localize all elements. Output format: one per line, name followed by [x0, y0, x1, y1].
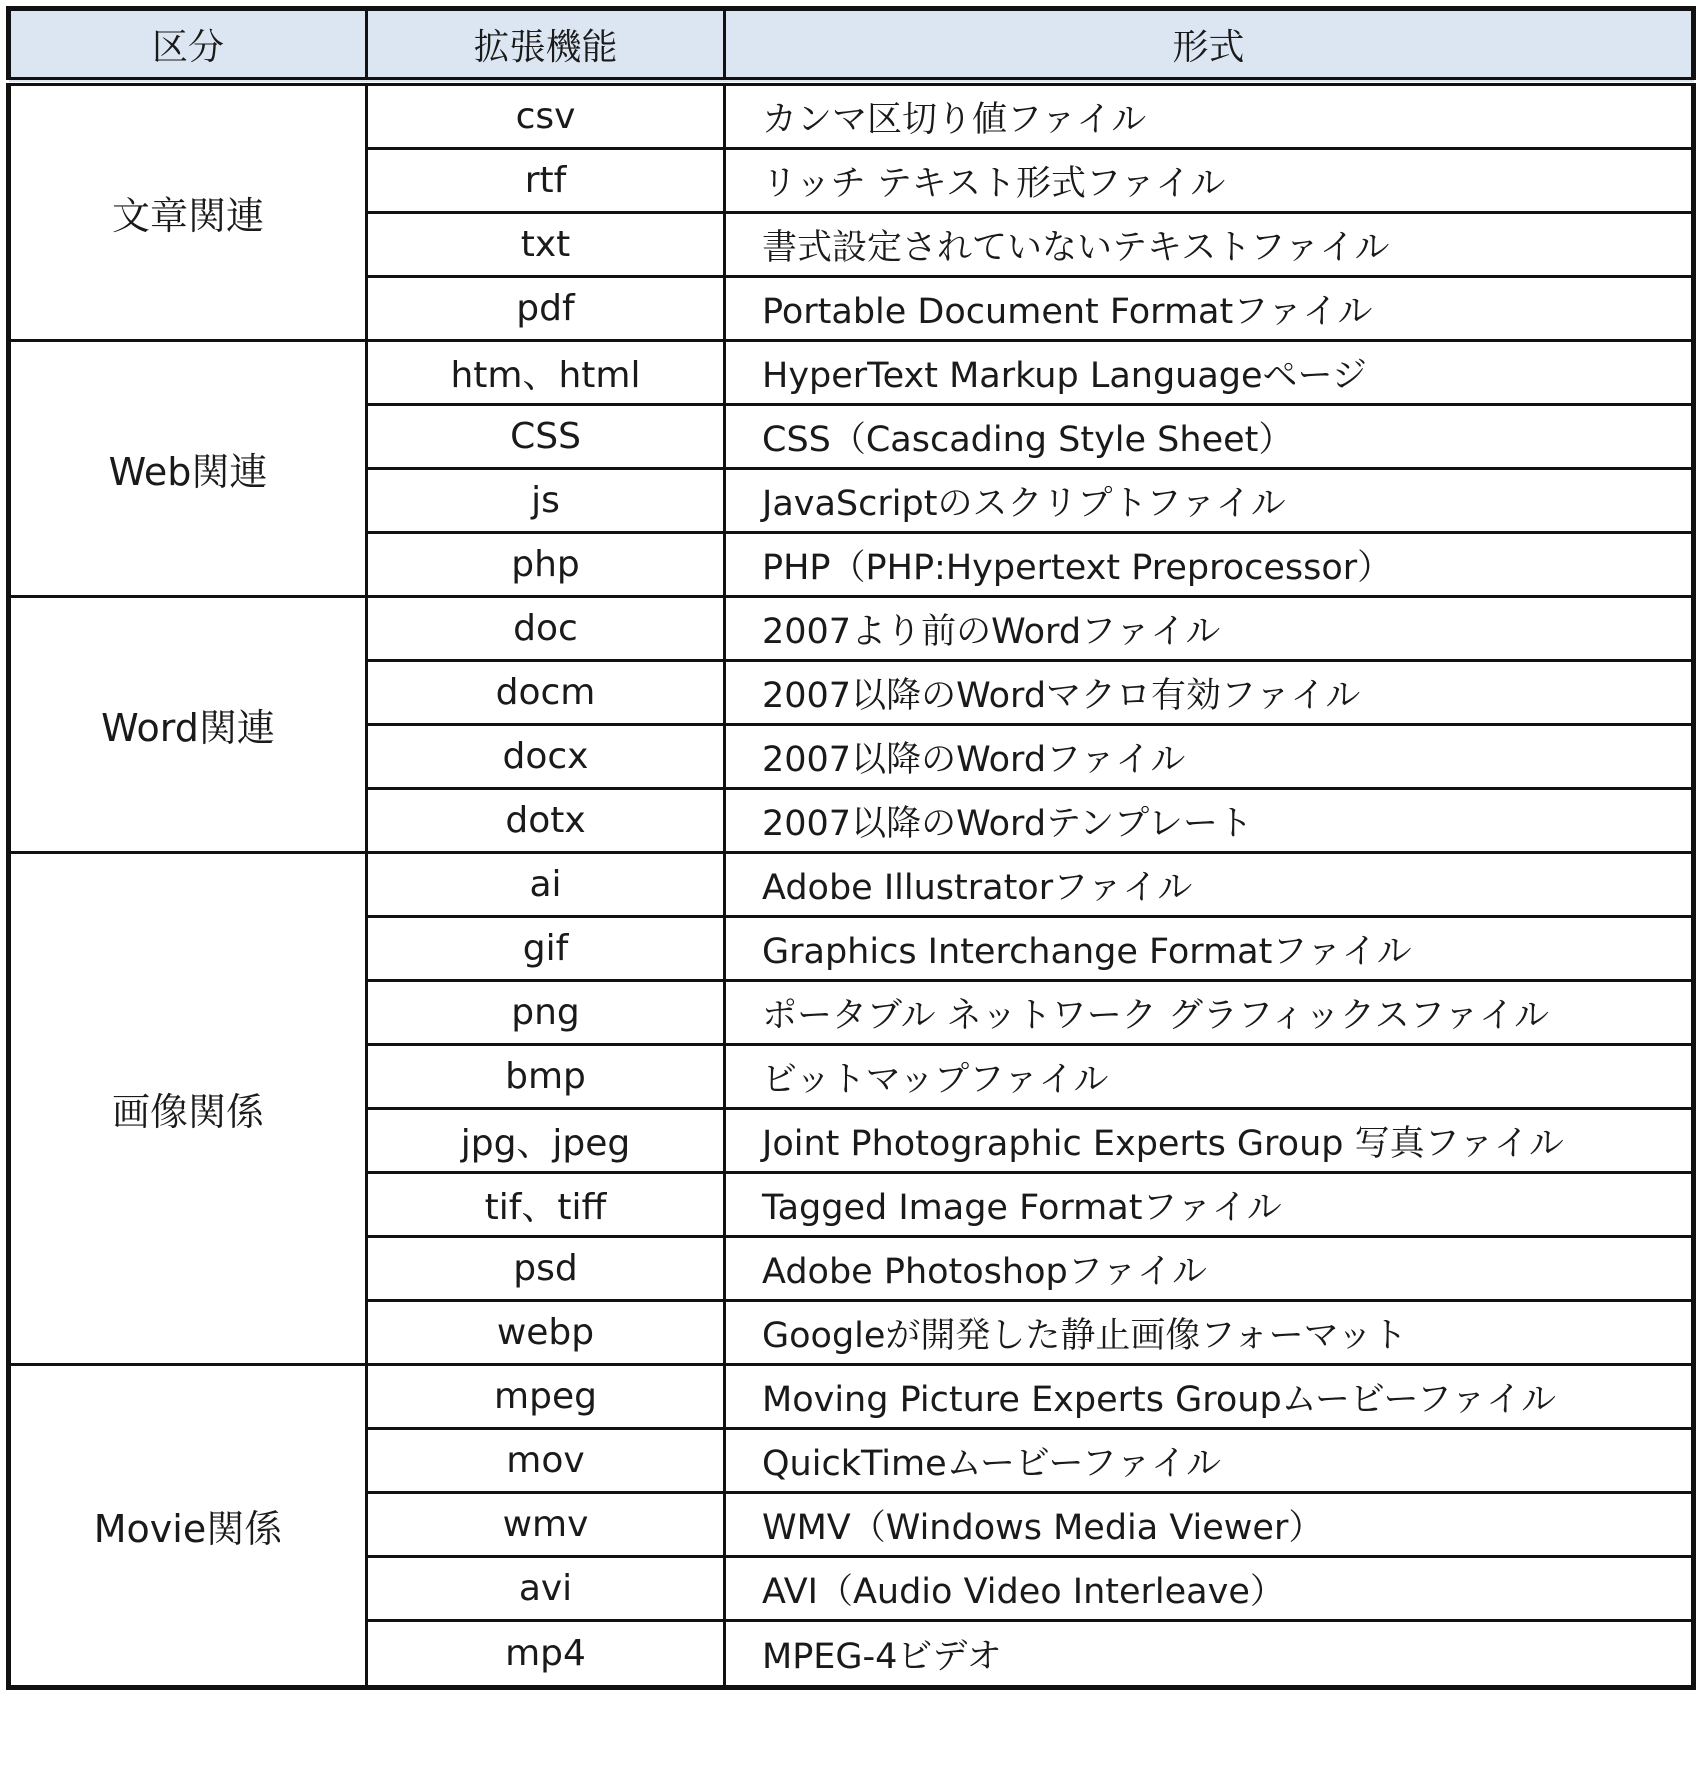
- format-cell: Googleが開発した静止画像フォーマット: [725, 1301, 1694, 1365]
- table-row: [9, 341, 1694, 405]
- table-row: [9, 82, 1694, 149]
- category-cell: 画像関係: [9, 853, 367, 1365]
- category-cell: 文章関連: [9, 82, 367, 341]
- format-cell: Tagged Image Formatファイル: [725, 1173, 1694, 1237]
- extension-cell: CSS: [367, 405, 725, 469]
- format-cell: 2007以降のWordマクロ有効ファイル: [725, 661, 1694, 725]
- format-cell: AVI（Audio Video Interleave）: [725, 1557, 1694, 1621]
- format-cell: HyperText Markup Languageページ: [725, 341, 1694, 405]
- extension-cell: gif: [367, 917, 725, 981]
- format-cell: QuickTimeムービーファイル: [725, 1429, 1694, 1493]
- category-cell: Web関連: [9, 341, 367, 597]
- extension-cell: docx: [367, 725, 725, 789]
- extension-cell: jpg、jpeg: [367, 1109, 725, 1173]
- format-cell: Portable Document Formatファイル: [725, 277, 1694, 341]
- file-extension-table: [6, 6, 1696, 1690]
- table-row: [9, 597, 1694, 661]
- format-cell: 2007より前のWordファイル: [725, 597, 1694, 661]
- extension-cell: pdf: [367, 277, 725, 341]
- table-header-row: [9, 9, 1694, 82]
- format-cell: ビットマップファイル: [725, 1045, 1694, 1109]
- extension-cell: mov: [367, 1429, 725, 1493]
- extension-cell: ai: [367, 853, 725, 917]
- extension-cell: txt: [367, 213, 725, 277]
- format-cell: ポータブル ネットワーク グラフィックスファイル: [725, 981, 1694, 1045]
- extension-cell: doc: [367, 597, 725, 661]
- extension-cell: bmp: [367, 1045, 725, 1109]
- table-row: [9, 1365, 1694, 1429]
- extension-cell: avi: [367, 1557, 725, 1621]
- format-cell: MPEG-4ビデオ: [725, 1621, 1694, 1688]
- header-format: 形式: [725, 9, 1694, 82]
- format-cell: 書式設定されていないテキストファイル: [725, 213, 1694, 277]
- format-cell: 2007以降のWordテンプレート: [725, 789, 1694, 853]
- header-category: 区分: [9, 9, 367, 82]
- format-cell: Moving Picture Experts Groupムービーファイル: [725, 1365, 1694, 1429]
- format-cell: Joint Photographic Experts Group 写真ファイル: [725, 1109, 1694, 1173]
- extension-cell: mpeg: [367, 1365, 725, 1429]
- extension-cell: tif、tiff: [367, 1173, 725, 1237]
- extension-cell: docm: [367, 661, 725, 725]
- extension-cell: csv: [367, 82, 725, 149]
- format-cell: PHP（PHP:Hypertext Preprocessor）: [725, 533, 1694, 597]
- extension-cell: php: [367, 533, 725, 597]
- format-cell: 2007以降のWordファイル: [725, 725, 1694, 789]
- extension-cell: rtf: [367, 149, 725, 213]
- format-cell: CSS（Cascading Style Sheet）: [725, 405, 1694, 469]
- extension-cell: png: [367, 981, 725, 1045]
- extension-cell: webp: [367, 1301, 725, 1365]
- extension-cell: htm、html: [367, 341, 725, 405]
- format-cell: リッチ テキスト形式ファイル: [725, 149, 1694, 213]
- category-cell: Word関連: [9, 597, 367, 853]
- table-body: [9, 82, 1694, 1688]
- format-cell: Adobe Photoshopファイル: [725, 1237, 1694, 1301]
- format-cell: Graphics Interchange Formatファイル: [725, 917, 1694, 981]
- header-extension: 拡張機能: [367, 9, 725, 82]
- format-cell: カンマ区切り値ファイル: [725, 82, 1694, 149]
- extension-cell: dotx: [367, 789, 725, 853]
- table-row: [9, 853, 1694, 917]
- category-cell: Movie関係: [9, 1365, 367, 1688]
- format-cell: JavaScriptのスクリプトファイル: [725, 469, 1694, 533]
- format-cell: WMV（Windows Media Viewer）: [725, 1493, 1694, 1557]
- extension-cell: psd: [367, 1237, 725, 1301]
- extension-cell: mp4: [367, 1621, 725, 1688]
- extension-cell: js: [367, 469, 725, 533]
- extension-cell: wmv: [367, 1493, 725, 1557]
- format-cell: Adobe Illustratorファイル: [725, 853, 1694, 917]
